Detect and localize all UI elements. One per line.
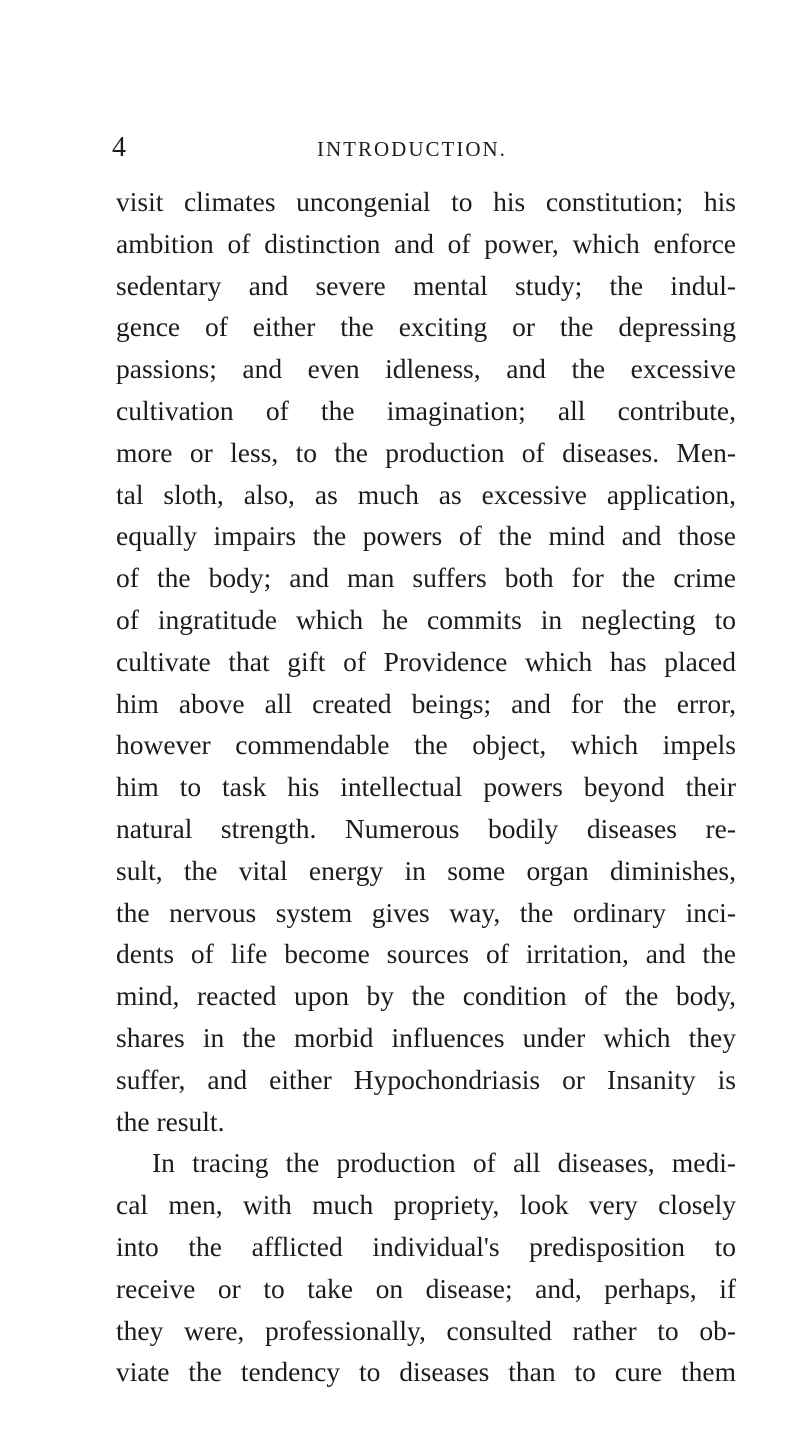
page-number: 4 — [112, 132, 126, 163]
text-line: passions; and even idleness, and the excessive — [116, 353, 736, 385]
text-line: sedentary and severe mental study; the indul- — [116, 269, 736, 301]
text-line: they were, professionally, consulted rather to ob- — [116, 1314, 736, 1346]
text-line: viate the tendency to diseases than to cure them — [116, 1356, 736, 1388]
text-line: cultivation of the imagination; all contribute, — [116, 394, 736, 426]
text-line: sult, the vital energy in some organ diminishes, — [116, 854, 736, 886]
text-line: him to task his intellectual powers beyond their — [116, 771, 736, 803]
text-line: into the afflicted individual's predisposition to — [116, 1230, 736, 1262]
text-line: visit climates uncongenial to his constitution; his — [116, 186, 736, 217]
text-line: the nervous system gives way, the ordinary inci- — [116, 896, 736, 928]
body-text — [116, 181, 736, 1393]
text-line: mind, reacted upon by the condition of the body, — [116, 980, 736, 1012]
text-line: equally impairs the powers of the mind and those — [116, 520, 736, 552]
text-line: ambition of distinction and of power, which enforce — [116, 227, 736, 259]
text-line: dents of life become sources of irritation, and the — [116, 938, 736, 970]
text-line: of ingratitude which he commits in neglecting to — [116, 603, 736, 635]
text-line: of the body; and man suffers both for the crime — [116, 562, 736, 594]
text-line: him above all created beings; and for the error, — [116, 687, 736, 719]
text-line: suffer, and either Hypochondriasis or Insanity is — [116, 1063, 736, 1095]
paragraph-end-line: the result. — [116, 1105, 225, 1137]
text-line: natural strength. Numerous bodily diseases re- — [116, 812, 736, 844]
text-line: cal men, with much propriety, look very closely — [116, 1189, 736, 1221]
running-title: INTRODUCTION. — [317, 137, 507, 161]
text-line: however commendable the object, which impels — [116, 729, 736, 761]
text-line: cultivate that gift of Providence which has placed — [116, 645, 736, 677]
text-line: gence of either the exciting or the depressing — [116, 311, 736, 343]
paragraph-start-line: In tracing the production of all diseases, medi- — [152, 1147, 736, 1179]
page-header — [112, 130, 712, 166]
text-line: tal sloth, also, as much as excessive application, — [116, 478, 736, 510]
text-line: receive or to take on disease; and, perhaps, if — [116, 1272, 736, 1304]
text-line: more or less, to the production of diseases. Men- — [116, 436, 736, 468]
text-line: shares in the morbid influences under which they — [116, 1021, 736, 1053]
